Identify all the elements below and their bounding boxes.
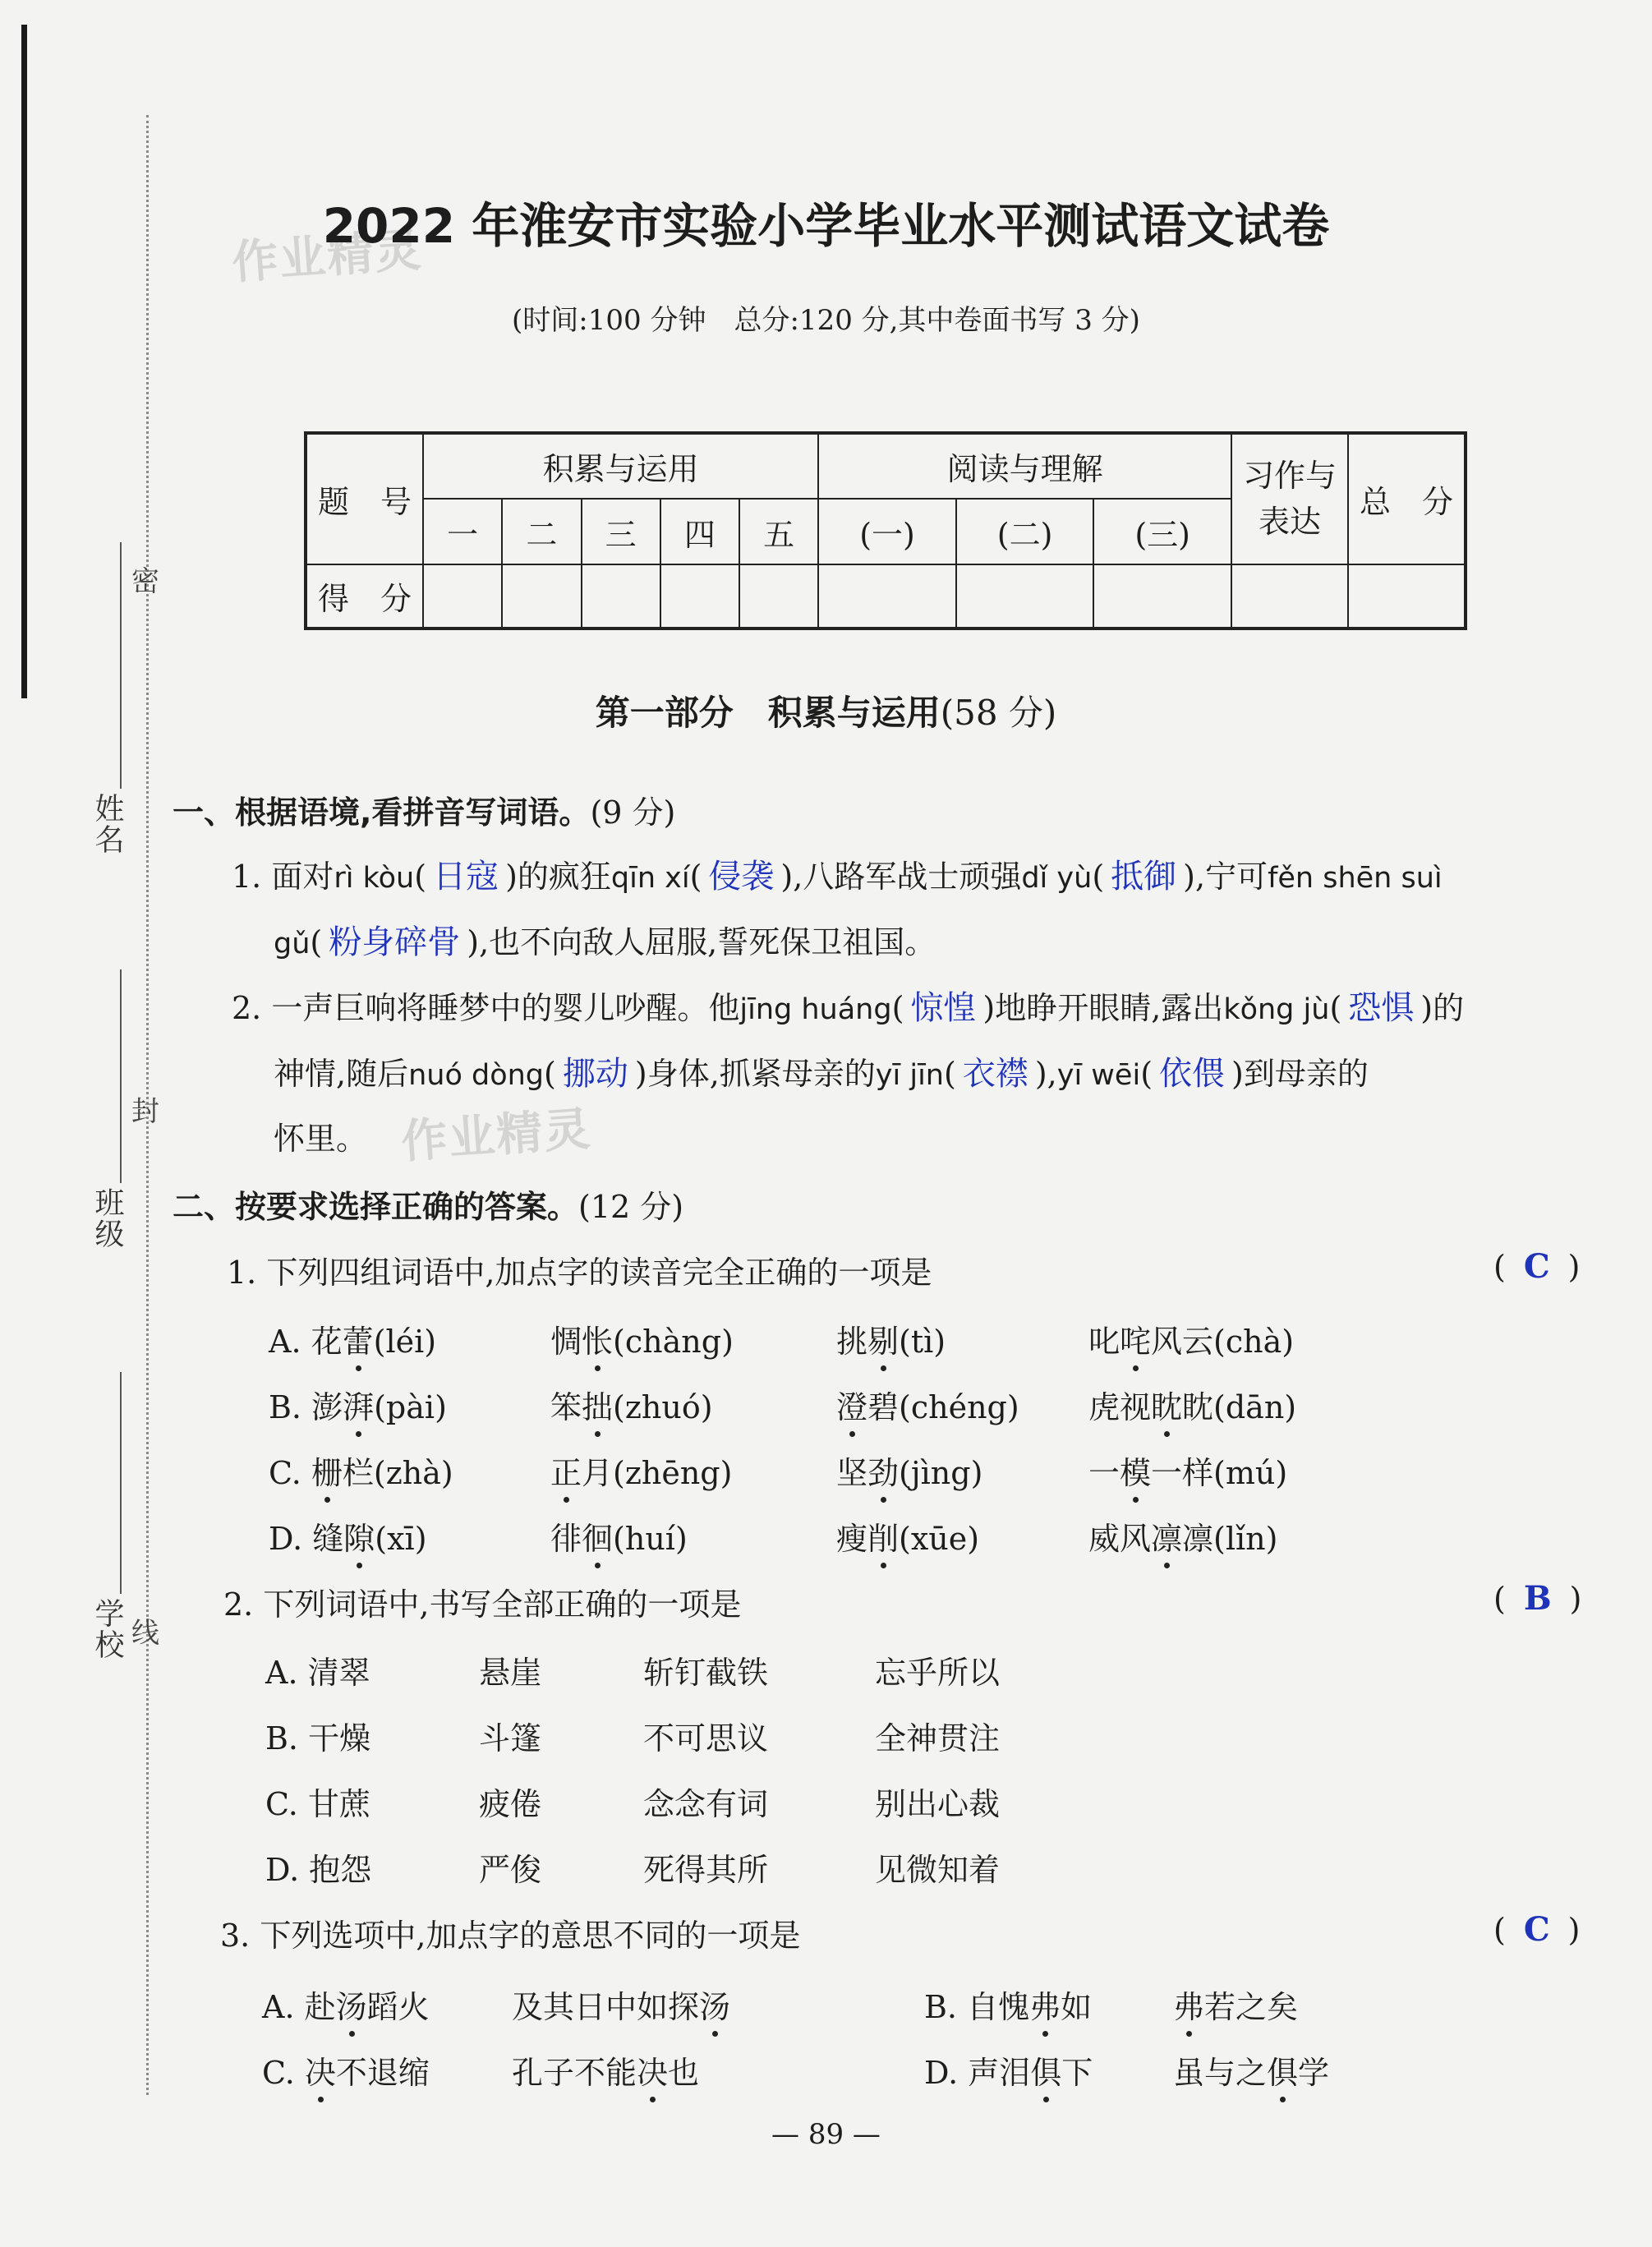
group-header-total: 总 分 [1348, 433, 1466, 564]
option-c-word2: 正月(zhēng) [550, 1448, 732, 1493]
option-d: D. 抱怨 [265, 1852, 372, 1888]
answer-choice: C [1523, 1910, 1550, 1949]
part1-title-text: 第一部分 积累与运用 [595, 693, 941, 733]
q-text: 的 [1433, 990, 1465, 1026]
answer-text: 粉身碎骨 [329, 923, 461, 961]
option-b-word2: 笨拙(zhuó) [550, 1382, 713, 1427]
col-header-2: 二 [502, 499, 581, 564]
col-header-1: 一 [423, 499, 502, 564]
option-a: A. 花蕾(léi) [269, 1316, 436, 1361]
section2-q2-stem: 2. 下列词语中,书写全部正确的一项是 [223, 1586, 742, 1623]
section2-q1-answer-bracket: ( C ) [1493, 1247, 1581, 1286]
answer-text: 日寇 [433, 858, 499, 896]
answer-text: 抵御 [1111, 858, 1177, 896]
q-text: ,八路军战士顽强 [793, 859, 1022, 895]
section2-q3-stem: 3. 下列选项中,加点字的意思不同的一项是 [220, 1918, 801, 1954]
option-c: C. 栅栏(zhà) [269, 1448, 453, 1493]
answer-choice: C [1523, 1247, 1550, 1286]
answer-choice: B [1523, 1579, 1552, 1618]
option-c-word3: 念念有词 [643, 1786, 769, 1822]
score-cell[interactable] [1348, 564, 1466, 629]
answer-text: 依偎 [1159, 1055, 1226, 1093]
pinyin: fěn shēn suì [1268, 862, 1443, 895]
option-c: C. 甘蔗 [265, 1786, 370, 1822]
pinyin: kǒng jù [1223, 993, 1330, 1026]
answer-text: 惊惶 [910, 989, 977, 1027]
option-a-word4: 叱咤风云(chà) [1088, 1316, 1294, 1361]
q-number: 2. [232, 990, 262, 1026]
option-a-word3: 挑剔(tì) [836, 1316, 946, 1361]
exam-title: 2022 年淮安市实验小学毕业水平测试语文试卷 [322, 198, 1330, 254]
col-header-3: 三 [582, 499, 660, 564]
score-cell[interactable] [660, 564, 739, 629]
option-c-word4: 别出心裁 [875, 1786, 1001, 1822]
option-a-word2: 及其日中如探汤 [512, 1982, 730, 2027]
option-d: D. 缝隙(xī) [269, 1513, 427, 1559]
pinyin: rì kòu [334, 862, 415, 895]
pinyin: nuó dòng [408, 1059, 545, 1092]
group-header-writing: 习作与表达 [1231, 433, 1348, 564]
option-a-word4: 忘乎所以 [875, 1655, 1001, 1691]
row-header-score: 得 分 [306, 564, 423, 629]
score-cell[interactable] [818, 564, 956, 629]
section1-title-text: 一、根据语境,看拼音写词语。 [173, 794, 591, 831]
school-label: 学校 [90, 1598, 124, 1660]
answer-text: 衣襟 [962, 1055, 1028, 1093]
pinyin: yī jīn [875, 1059, 944, 1092]
watermark: 作业精灵 [230, 223, 425, 291]
q-text: , [1047, 1056, 1057, 1092]
score-cell[interactable] [956, 564, 1094, 629]
class-label: 班级 [90, 1187, 124, 1250]
option-b-word2: 弗若之矣 [1173, 1982, 1298, 2027]
school-fill-line [120, 1372, 122, 1594]
option-b-word4: 虎视眈眈(dān) [1088, 1382, 1296, 1427]
section1-q1-line1: 1. 面对rì kòu( 日寇 )的疯狂qīn xí( 侵袭 ),八路军战士顽强dǐ yù( 抵御 ),宁可fěn shēn suì [232, 858, 1443, 896]
q-text: 地睁开眼睛,露出 [995, 990, 1224, 1026]
section2-q2-answer-bracket: ( B ) [1493, 1579, 1582, 1618]
option-a: A. 赴汤蹈火 [262, 1982, 430, 2027]
section1-q2-line2: 神情,随后nuó dòng( 挪动 )身体,抓紧母亲的yī jīn( 衣襟 ),yī wēi( 依偎 )到母亲的 [274, 1055, 1369, 1093]
option-a-word2: 惆怅(chàng) [550, 1316, 734, 1361]
q-text: ,宁可 [1194, 859, 1268, 895]
option-a-word3: 斩钉截铁 [643, 1655, 769, 1691]
row-header-question-number: 题 号 [306, 433, 423, 564]
option-c-word2: 孔子不能决也 [512, 2047, 699, 2093]
score-cell[interactable] [739, 564, 818, 629]
score-table [304, 431, 1467, 630]
answer-text: 恐惧 [1348, 989, 1415, 1027]
section2-q3-answer-bracket: ( C ) [1493, 1910, 1581, 1949]
q-number: 1. [232, 859, 262, 895]
seal-xian: 线 [131, 1617, 159, 1650]
section2-title [173, 1181, 683, 1227]
option-d: D. 声泪俱下 [924, 2047, 1093, 2093]
part1-title [0, 686, 1652, 735]
exam-subtitle: (时间:100 分钟 总分:120 分,其中卷面书写 3 分) [512, 304, 1140, 337]
option-b-word4: 全神贯注 [875, 1720, 1001, 1757]
col-header-reading-1: (一) [818, 499, 956, 564]
option-b: B. 干燥 [265, 1720, 371, 1757]
q-text: ,也不向敌人屈服,誓死保卫祖国。 [479, 924, 936, 960]
option-c-word2: 疲倦 [479, 1786, 542, 1822]
part1-points: (58 分) [940, 693, 1057, 733]
option-b: B. 自愧弗如 [924, 1982, 1092, 2027]
option-b: B. 澎湃(pài) [269, 1382, 447, 1427]
q-text: 神情,随后 [274, 1056, 409, 1092]
col-header-5: 五 [739, 499, 818, 564]
col-header-4: 四 [660, 499, 739, 564]
option-c-word3: 坚劲(jìng) [836, 1448, 982, 1493]
group-header-accumulation: 积累与运用 [423, 433, 818, 499]
option-d-word2: 虽与之俱学 [1173, 2047, 1329, 2093]
score-cell[interactable] [1231, 564, 1348, 629]
option-c: C. 决不退缩 [262, 2047, 430, 2093]
option-d-word4: 见微知着 [875, 1852, 1001, 1888]
name-label: 姓名 [90, 793, 124, 855]
col-header-reading-2: (二) [956, 499, 1094, 564]
option-d-word2: 严俊 [479, 1852, 542, 1888]
group-header-reading: 阅读与理解 [818, 433, 1231, 499]
option-c-word4: 一模一样(mú) [1088, 1448, 1287, 1493]
q-text: 怀里。 [274, 1121, 368, 1157]
name-fill-line [120, 542, 122, 789]
section2-title-text: 二、按要求选择正确的答案。 [173, 1189, 579, 1225]
option-d-word3: 瘦削(xūe) [836, 1513, 979, 1559]
score-cell[interactable] [1093, 564, 1231, 629]
option-a-word2: 悬崖 [479, 1655, 542, 1691]
score-cell[interactable] [502, 564, 581, 629]
score-cell[interactable] [423, 564, 502, 629]
answer-text: 挪动 [562, 1055, 628, 1093]
pinyin: qīn xí [610, 862, 690, 895]
section1-q1-line2: gǔ( 粉身碎骨 ),也不向敌人屈服,誓死保卫祖国。 [274, 923, 936, 961]
option-b-word3: 澄碧(chéng) [836, 1382, 1019, 1427]
option-b-word3: 不可思议 [643, 1720, 769, 1757]
seal-feng: 封 [131, 1095, 159, 1128]
q-text: 到母亲的 [1243, 1056, 1369, 1092]
seal-mi: 密 [131, 565, 159, 598]
q-text: 的疯狂 [517, 859, 611, 895]
q-text: 面对 [271, 859, 334, 895]
section1-q2-line3 [274, 1113, 367, 1158]
pinyin: gǔ [274, 928, 311, 960]
pinyin: jīng huáng [739, 993, 892, 1026]
answer-text: 侵袭 [708, 858, 775, 896]
q-text: 一声巨响将睡梦中的婴儿吵醒。他 [271, 990, 740, 1026]
pinyin: yī wēi [1056, 1059, 1141, 1092]
col-header-reading-3: (三) [1093, 499, 1231, 564]
section1-title [173, 787, 675, 832]
score-cell[interactable] [582, 564, 660, 629]
page-number: — 89 — [771, 2118, 881, 2151]
q-text: 身体,抓紧母亲的 [647, 1056, 876, 1092]
option-d-word3: 死得其所 [643, 1852, 769, 1888]
section2-q1-stem: 1. 下列四组词语中,加点字的读音完全正确的一项是 [227, 1255, 932, 1291]
section2-points: (12 分) [578, 1189, 684, 1225]
binding-edge [21, 25, 27, 698]
section1-points: (9 分) [590, 794, 676, 831]
watermark: 作业精灵 [399, 1102, 594, 1170]
class-fill-line [120, 969, 122, 1183]
option-d-word4: 威风凛凛(lǐn) [1088, 1513, 1277, 1559]
section1-q2-line1: 2. 一声巨响将睡梦中的婴儿吵醒。他jīng huáng( 惊惶 )地睁开眼睛,露出kǒng jù( 恐惧 )的 [232, 989, 1465, 1027]
option-d-word2: 徘徊(huí) [550, 1513, 688, 1559]
pinyin: dǐ yù [1021, 862, 1093, 895]
option-a: A. 清翠 [265, 1655, 370, 1691]
option-b-word2: 斗篷 [479, 1720, 542, 1757]
